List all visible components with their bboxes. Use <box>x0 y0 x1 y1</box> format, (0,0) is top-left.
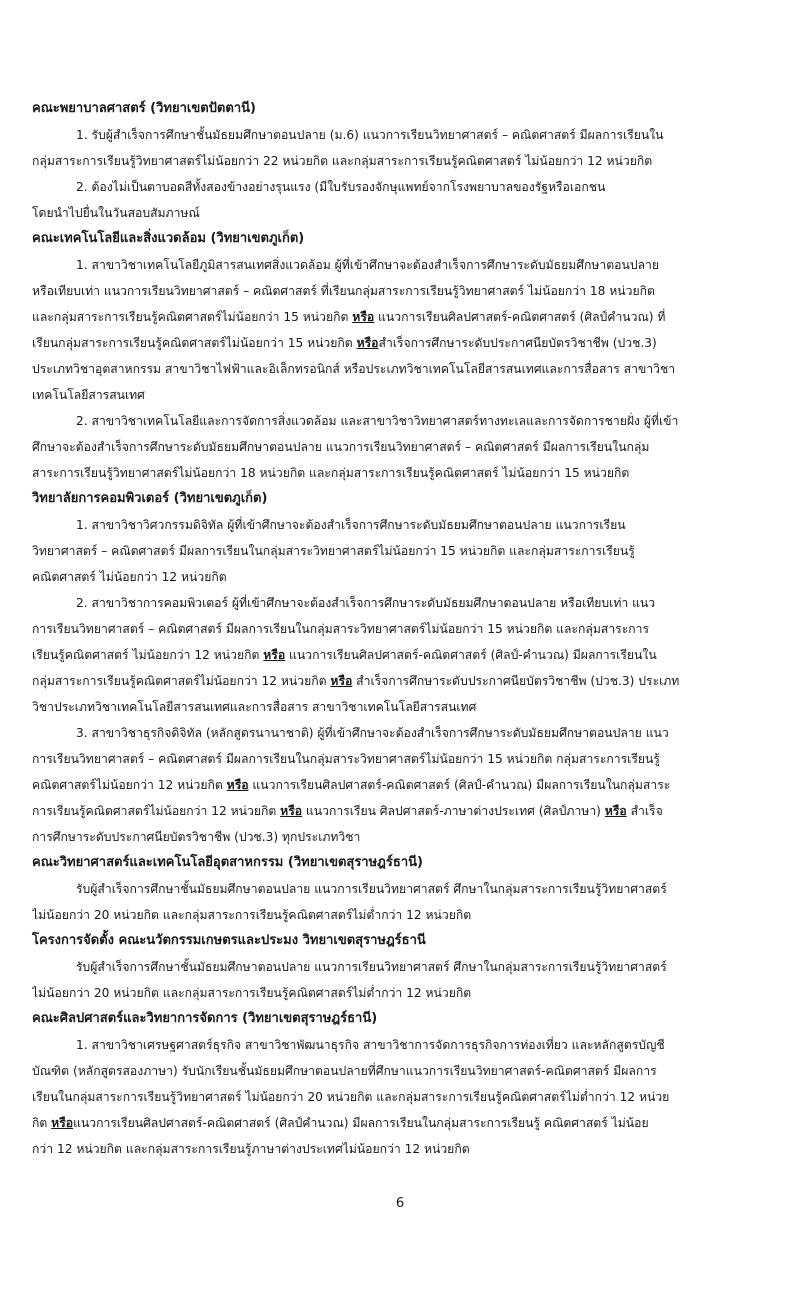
paragraph-line: การเรียนรู้คณิตศาสตร์ไม่น้อยกว่า 12 หน่วยกิต หรือ แนวการเรียน ศิลปศาสตร์-ภาษาต่างประเทศ (ศิลป์ภาษา) หรือ สำเร็จ <box>32 804 663 818</box>
paragraph-line: เรียนรู้คณิตศาสตร์ ไม่น้อยกว่า 12 หน่วยกิต หรือ แนวการเรียนศิลปศาสตร์-คณิตศาสตร์ (ศิลป์-คำนวณ) มีผลการเรียนใน <box>32 648 657 662</box>
paragraph-line: การเรียนวิทยาศาสตร์ – คณิตศาสตร์ มีผลการเรียนในกลุ่มสาระวิทยาศาสตร์ไม่น้อยกว่า 15 หน่วยกิต กลุ่มสาระการเรียนรู้ <box>32 752 660 766</box>
section-paragraph <box>32 512 778 590</box>
paragraph-line: 2. ต้องไม่เป็นตาบอดสีทั้งสองข้างอย่างรุนแรง (มีใบรับรองจักษุแพทย์จากโรงพยาบาลของรัฐหรือเอกชน <box>76 180 606 194</box>
section-heading: คณะศิลปศาสตร์และวิทยาการจัดการ (วิทยาเขตสุราษฎร์ธานี) <box>32 1011 378 1026</box>
paragraph-line: ไม่น้อยกว่า 20 หน่วยกิต และกลุ่มสาระการเรียนรู้คณิตศาสตร์ไม่ต่ำกว่า 12 หน่วยกิต <box>32 908 472 922</box>
page-number: 6 <box>395 1196 405 1211</box>
section-paragraph <box>32 720 778 850</box>
emphasis-or: หรือ <box>356 336 379 350</box>
paragraph-line: ประเภทวิชาอุตสาหกรรม สาขาวิชาไฟฟ้าและอิเล็กทรอนิกส์ หรือประเภทวิชาเทคโนโลยีสารสนเทศและการสื่อสาร สาขาวิชา <box>32 362 676 376</box>
paragraph-line: กลุ่มสาระการเรียนรู้คณิตศาสตร์ไม่น้อยกว่า 12 หน่วยกิต หรือ สำเร็จการศึกษาระดับประกาศนียบัตรวิชาชีพ (ปวช.3) ประเภท <box>32 674 680 688</box>
paragraph-line: 1. รับผู้สำเร็จการศึกษาชั้นมัธยมศึกษาตอนปลาย (ม.6) แนวการเรียนวิทยาศาสตร์ – คณิตศาสตร์ มีผลการเรียนใน <box>76 128 664 142</box>
emphasis-or: หรือ <box>330 674 353 688</box>
emphasis-or: หรือ <box>352 310 375 324</box>
paragraph-line: 1. สาขาวิชาวิศวกรรมดิจิทัล ผู้ที่เข้าศึกษาจะต้องสำเร็จการศึกษาระดับมัธยมศึกษาตอนปลาย แนวการเรียน <box>76 518 626 532</box>
paragraph-line: 1. สาขาวิชาเศรษฐศาสตร์ธุรกิจ สาขาวิชาพัฒนาธุรกิจ สาขาวิชาการจัดการธุรกิจการท่องเที่ยว และหลักสูตรบัญชี <box>76 1038 665 1052</box>
paragraph-line: กลุ่มสาระการเรียนรู้วิทยาศาสตร์ไม่น้อยกว่า 22 หน่วยกิต และกลุ่มสาระการเรียนรู้คณิตศาสตร์ ไม่น้อยกว่า 12 หน่วยกิต <box>32 154 653 168</box>
paragraph-line: 2. สาขาวิชาการคอมพิวเตอร์ ผู้ที่เข้าศึกษาจะต้องสำเร็จการศึกษาระดับมัธยมศึกษาตอนปลาย หรือเทียบเท่า แนว <box>76 596 656 610</box>
paragraph-line: กว่า 12 หน่วยกิต และกลุ่มสาระการเรียนรู้ภาษาต่างประเทศไม่น้อยกว่า 12 หน่วยกิต <box>32 1142 470 1156</box>
paragraph-line: 3. สาขาวิชาธุรกิจดิจิทัล (หลักสูตรนานาชาติ) ผู้ที่เข้าศึกษาจะต้องสำเร็จการศึกษาระดับมัธยมศึกษาตอนปลาย แนว <box>76 726 669 740</box>
paragraph-line: ไม่น้อยกว่า 20 หน่วยกิต และกลุ่มสาระการเรียนรู้คณิตศาสตร์ไม่ต่ำกว่า 12 หน่วยกิต <box>32 986 472 1000</box>
section-paragraph <box>32 1032 778 1162</box>
paragraph-line: 1. สาขาวิชาเทคโนโลยีภูมิสารสนเทศสิ่งแวดล้อม ผู้ที่เข้าศึกษาจะต้องสำเร็จการศึกษาระดับมัธยมศึกษาตอนปลาย <box>76 258 660 272</box>
emphasis-or: หรือ <box>263 648 286 662</box>
emphasis-or: หรือ <box>604 804 627 818</box>
emphasis-or: หรือ <box>51 1116 74 1130</box>
emphasis-or: หรือ <box>280 804 303 818</box>
section-heading: วิทยาลัยการคอมพิวเตอร์ (วิทยาเขตภูเก็ต) <box>32 491 268 506</box>
paragraph-line: เรียนกลุ่มสาระการเรียนรู้คณิตศาสตร์ไม่น้อยกว่า 15 หน่วยกิต หรือสำเร็จการศึกษาระดับประกาศนียบัตรวิชาชีพ (ปวช.3) <box>32 336 657 350</box>
paragraph-line: และกลุ่มสาระการเรียนรู้คณิตศาสตร์ไม่น้อยกว่า 15 หน่วยกิต หรือ แนวการเรียนศิลปศาสตร์-คณิตศาสตร์ (ศิลป์คำนวณ) ที่ <box>32 310 666 324</box>
paragraph-line: หรือเทียบเท่า แนวการเรียนวิทยาศาสตร์ – คณิตศาสตร์ ที่เรียนกลุ่มสาระการเรียนรู้วิทยาศาสตร์ ไม่น้อยกว่า 18 หน่วยกิต <box>32 284 655 298</box>
section-paragraph <box>32 408 778 486</box>
section-paragraph <box>32 252 778 408</box>
section-paragraph <box>32 174 778 226</box>
section-heading: คณะเทคโนโลยีและสิ่งแวดล้อม (วิทยาเขตภูเก็ต) <box>32 231 305 246</box>
paragraph-line: กิต หรือแนวการเรียนศิลปศาสตร์-คณิตศาสตร์ (ศิลป์คำนวณ) มีผลการเรียนในกลุ่มสาระการเรียนรู้ คณิตศาสตร์ ไม่น้อย <box>32 1116 649 1130</box>
paragraph-line: วิทยาศาสตร์ – คณิตศาสตร์ มีผลการเรียนในกลุ่มสาระวิทยาศาสตร์ไม่น้อยกว่า 15 หน่วยกิต และกลุ่มสาระการเรียนรู้ <box>32 544 635 558</box>
document-content <box>32 96 778 1162</box>
paragraph-line: การเรียนวิทยาศาสตร์ – คณิตศาสตร์ มีผลการเรียนในกลุ่มสาระวิทยาศาสตร์ไม่น้อยกว่า 15 หน่วยกิต และกลุ่มสาระการ <box>32 622 650 636</box>
section-paragraph <box>32 590 778 720</box>
paragraph-line: คณิตศาสตร์ ไม่น้อยกว่า 12 หน่วยกิต <box>32 570 227 584</box>
paragraph-line: รับผู้สำเร็จการศึกษาชั้นมัธยมศึกษาตอนปลาย แนวการเรียนวิทยาศาสตร์ ศึกษาในกลุ่มสาระการเรียนรู้วิทยาศาสตร์ <box>76 960 667 974</box>
paragraph-line: การศึกษาระดับประกาศนียบัตรวิชาชีพ (ปวช.3) ทุกประเภทวิชา <box>32 830 361 844</box>
paragraph-line: 2. สาขาวิชาเทคโนโลยีและการจัดการสิ่งแวดล้อม และสาขาวิชาวิทยาศาสตร์ทางทะเลและการจัดการชายฝั่ง ผู้ที่เข้า <box>76 414 679 428</box>
paragraph-line: เรียนในกลุ่มสาระการเรียนรู้วิทยาศาสตร์ ไม่น้อยกว่า 20 หน่วยกิต และกลุ่มสาระการเรียนรู้คณิตศาสตร์ไม่ต่ำกว่า 12 หน่วย <box>32 1090 670 1104</box>
paragraph-line: เทคโนโลยีสารสนเทศ <box>32 388 145 402</box>
paragraph-line: คณิตศาสตร์ไม่น้อยกว่า 12 หน่วยกิต หรือ แนวการเรียนศิลปศาสตร์-คณิตศาสตร์ (ศิลป์-คำนวณ) มีผลการเรียนในกลุ่มสาระ <box>32 778 671 792</box>
section-paragraph <box>32 876 778 928</box>
emphasis-or: หรือ <box>226 778 249 792</box>
section-heading: คณะวิทยาศาสตร์และเทคโนโลยีอุตสาหกรรม (วิทยาเขตสุราษฎร์ธานี) <box>32 855 423 870</box>
paragraph-line: วิชาประเภทวิชาเทคโนโลยีสารสนเทศและการสื่อสาร สาขาวิชาเทคโนโลยีสารสนเทศ <box>32 700 477 714</box>
paragraph-line: รับผู้สำเร็จการศึกษาชั้นมัธยมศึกษาตอนปลาย แนวการเรียนวิทยาศาสตร์ ศึกษาในกลุ่มสาระการเรียนรู้วิทยาศาสตร์ <box>76 882 667 896</box>
section-paragraph <box>32 954 778 1006</box>
section-heading: โครงการจัดตั้ง คณะนวัตกรรมเกษตรและประมง วิทยาเขตสุราษฎร์ธานี <box>32 933 426 948</box>
paragraph-line: บัณฑิต (หลักสูตรสองภาษา) รับนักเรียนชั้นมัธยมศึกษาตอนปลายที่ศึกษาแนวการเรียนวิทยาศาสตร์-คณิตศาสตร์ มีผลการ <box>32 1064 657 1078</box>
section-paragraph <box>32 122 778 174</box>
paragraph-line: ศึกษาจะต้องสำเร็จการศึกษาระดับมัธยมศึกษาตอนปลาย แนวการเรียนวิทยาศาสตร์ – คณิตศาสตร์ มีผลการเรียนในกลุ่ม <box>32 440 650 454</box>
paragraph-line: โดยนำไปยื่นในวันสอบสัมภาษณ์ <box>32 206 200 220</box>
section-heading: คณะพยาบาลศาสตร์ (วิทยาเขตปัตตานี) <box>32 101 256 116</box>
paragraph-line: สาระการเรียนรู้วิทยาศาสตร์ไม่น้อยกว่า 18 หน่วยกิต และกลุ่มสาระการเรียนรู้คณิตศาสตร์ ไม่น้อยกว่า 15 หน่วยกิต <box>32 466 630 480</box>
